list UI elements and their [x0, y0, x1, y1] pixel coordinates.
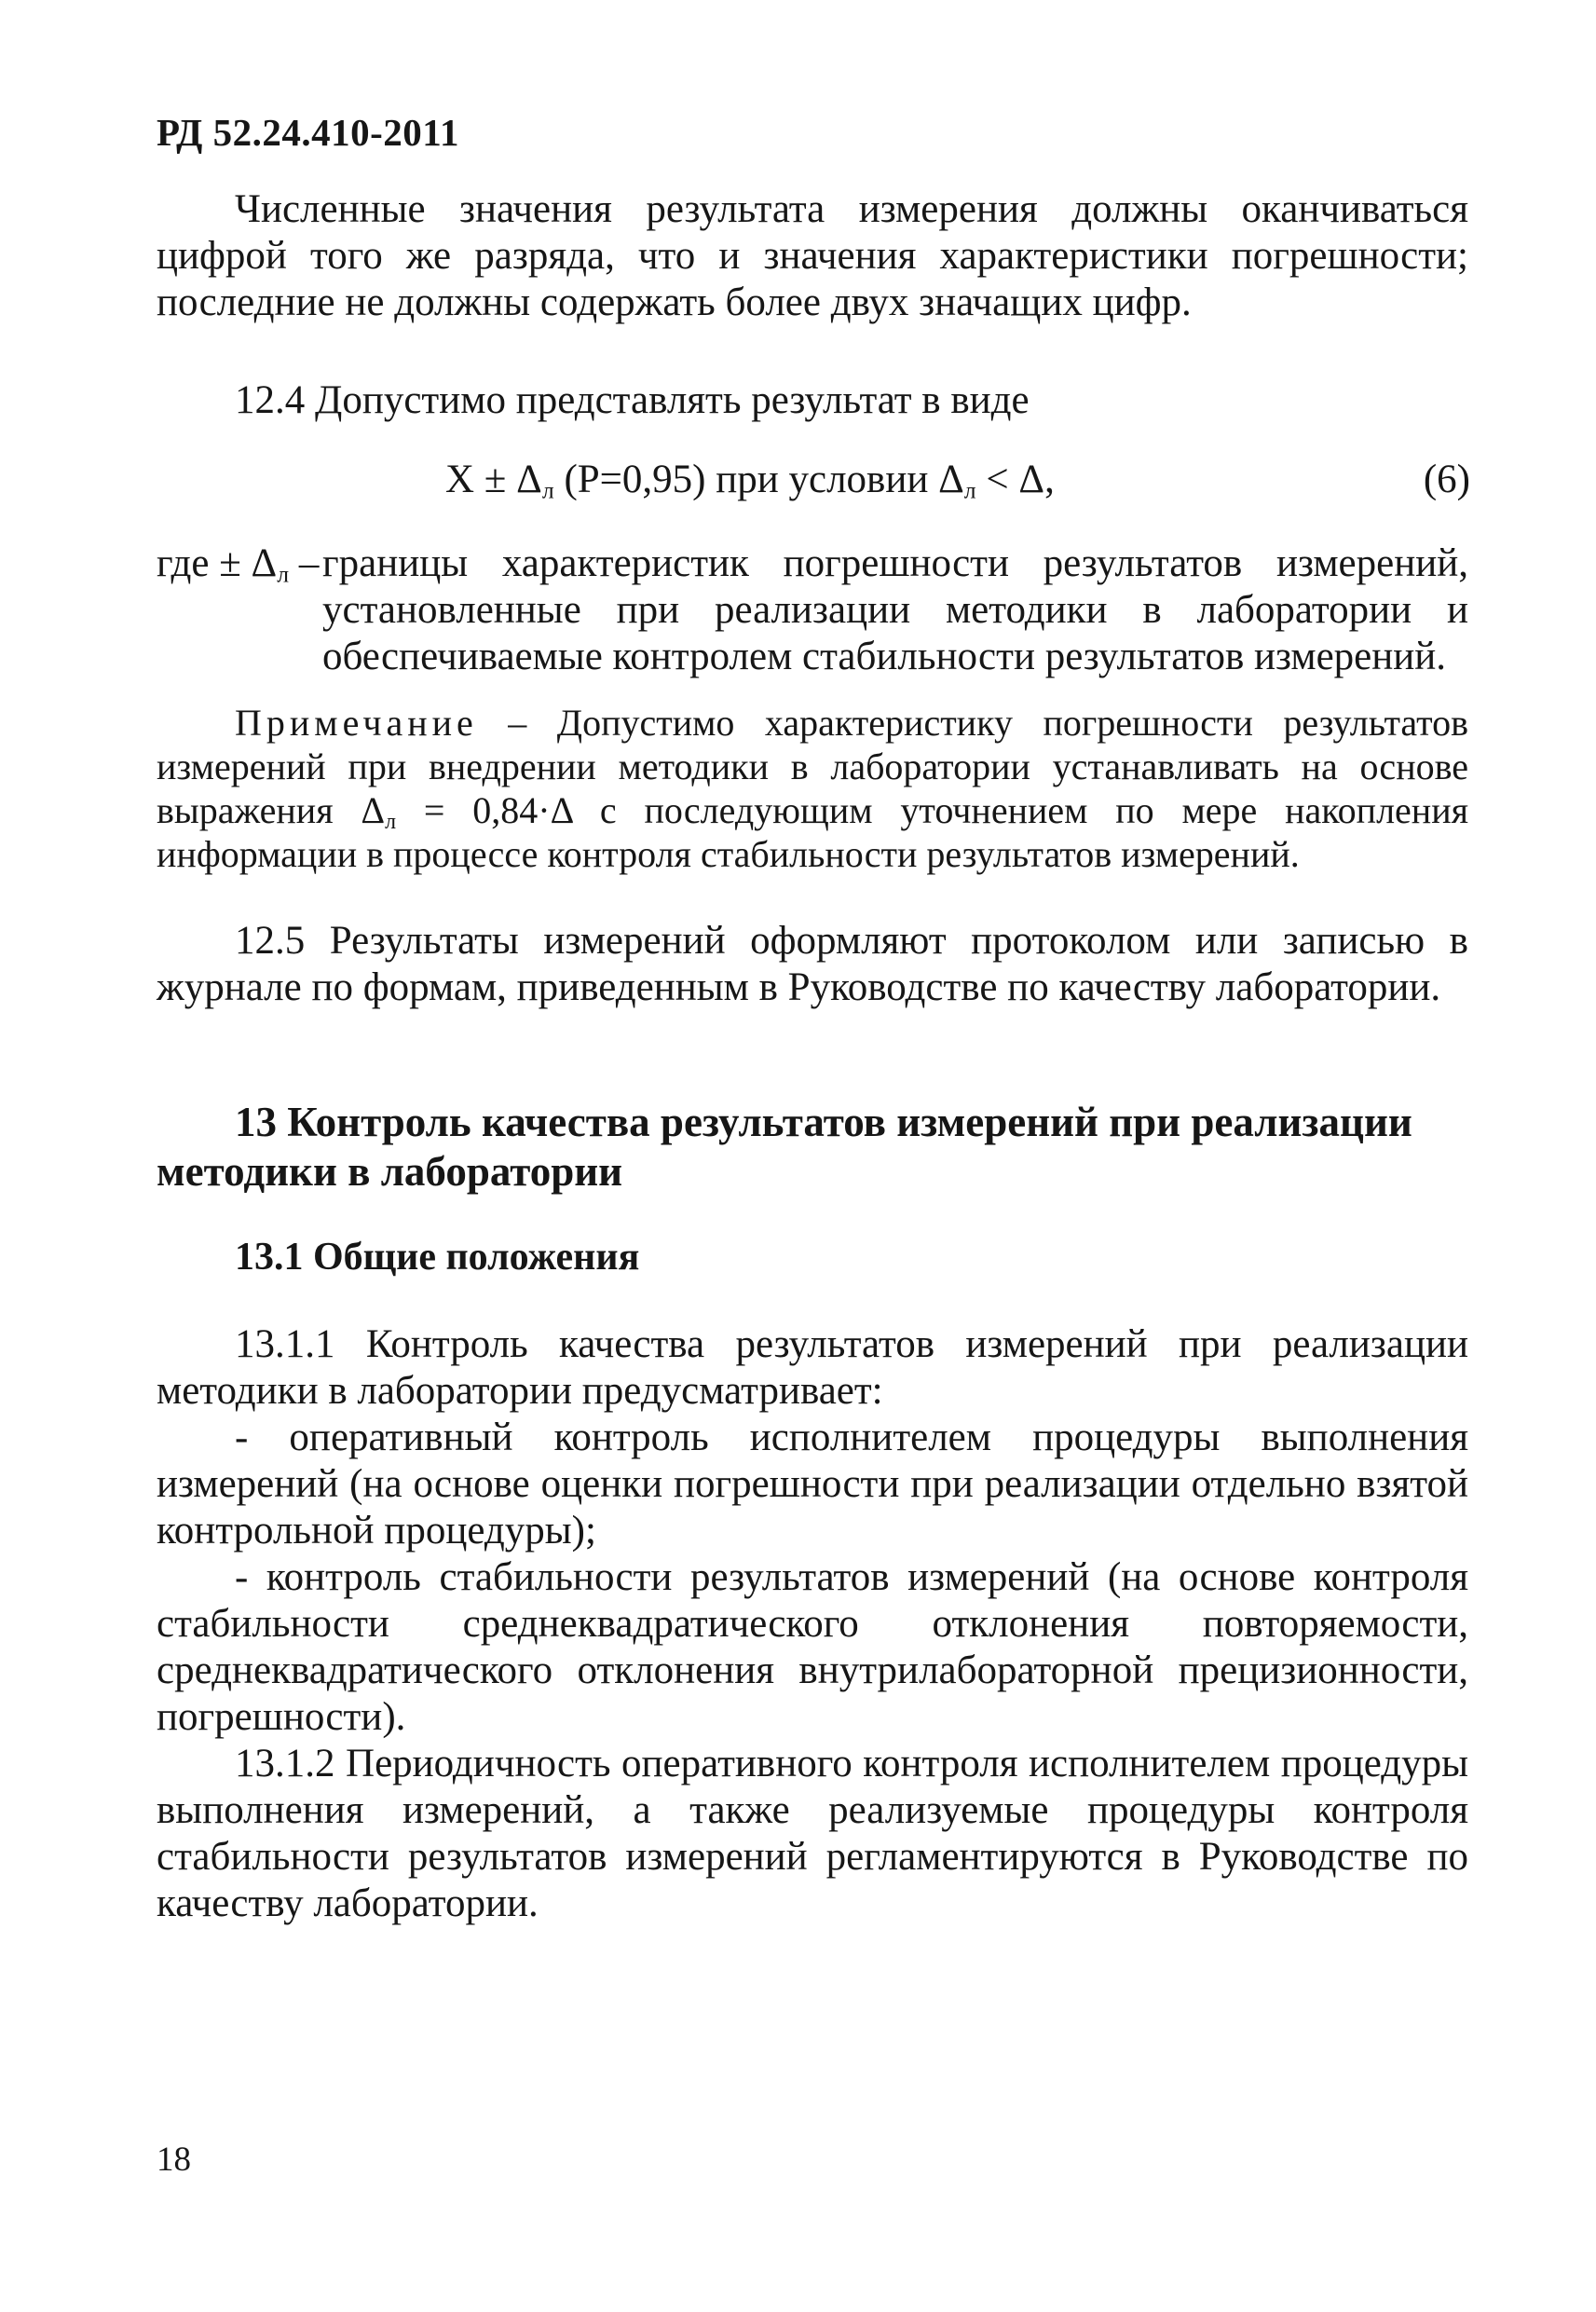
document-code-header: РД 52.24.410-2011 — [157, 111, 460, 154]
formula-tail: < Δ, — [975, 458, 1055, 501]
where-definition — [157, 540, 1468, 680]
where-dash: – — [289, 541, 320, 585]
where-text: границы характеристик погрешности результатов измерений, установленные при реализации методики в лаборатории и обеспечиваемые контролем стабильности результатов измерений. — [322, 541, 1468, 678]
paragraph-numeric-values: Численные значения результата измерения должны оканчиваться цифрой того же разряда, что и значения характеристики погрешности; последние не должны содержать более двух значащих цифр. — [157, 187, 1468, 324]
note-text-before: – Допустимо характеристику погрешности результатов измерений при внедрении методики в лаборатории устанавливать на основе выражения Δ — [157, 702, 1468, 831]
paragraph-12-5: 12.5 Результаты измерений оформляют протоколом или записью в журнале по формам, приведенным в Руководстве по качеству лаборатории. — [157, 919, 1468, 1009]
paragraph-13-1-1: 13.1.1 Контроль качества результатов измерений при реализации методики в лаборатории предусматривает: — [157, 1322, 1468, 1413]
where-lead-text: где ± Δ — [157, 541, 278, 585]
note-label: Примечание — [235, 702, 478, 744]
section-13-title: 13 Контроль качества результатов измерений при реализации методики в лаборатории — [157, 1099, 1412, 1195]
where-lead — [157, 540, 319, 587]
note-subscript-l: л — [385, 810, 397, 834]
where-subscript-l: л — [277, 560, 290, 588]
formula-6 — [445, 457, 1470, 503]
formula-x-pm: X ± Δ — [445, 458, 542, 501]
formula-subscript-l: л — [541, 476, 554, 504]
paragraph-12-4: 12.4 Допустимо представлять результат в виде — [235, 378, 1030, 422]
formula-subscript-l-2: л — [963, 476, 976, 504]
note-text-after: = 0,84·Δ с последующим уточнением по мере накопления информации в процессе контроля стабильности результатов измерений. — [157, 789, 1468, 875]
note-block — [157, 701, 1468, 876]
paragraph-13-1-2: 13.1.2 Периодичность оперативного контроля исполнителем процедуры выполнения измерений, а также реализуемые процедуры контроля стабильности результатов измерений регламентируются в Руководстве по качеству лаборатории. — [157, 1742, 1468, 1925]
formula-middle: (P=0,95) при условии Δ — [553, 458, 964, 501]
subsection-13-1-title: 13.1 Общие положения — [235, 1236, 640, 1279]
list-item-operational-control: - оперативный контроль исполнителем процедуры выполнения измерений (на основе оценки погрешности при реализации отдельно взятой контрольной процедуры); — [157, 1416, 1468, 1553]
page-number: 18 — [157, 2141, 191, 2179]
list-item-stability-control: - контроль стабильности результатов измерений (на основе контроля стабильности среднеквадратического отклонения повторяемости, среднеквадратического отклонения внутрилабораторной прецизионности, погрешности). — [157, 1555, 1468, 1739]
formula-number: (6) — [1423, 458, 1470, 501]
